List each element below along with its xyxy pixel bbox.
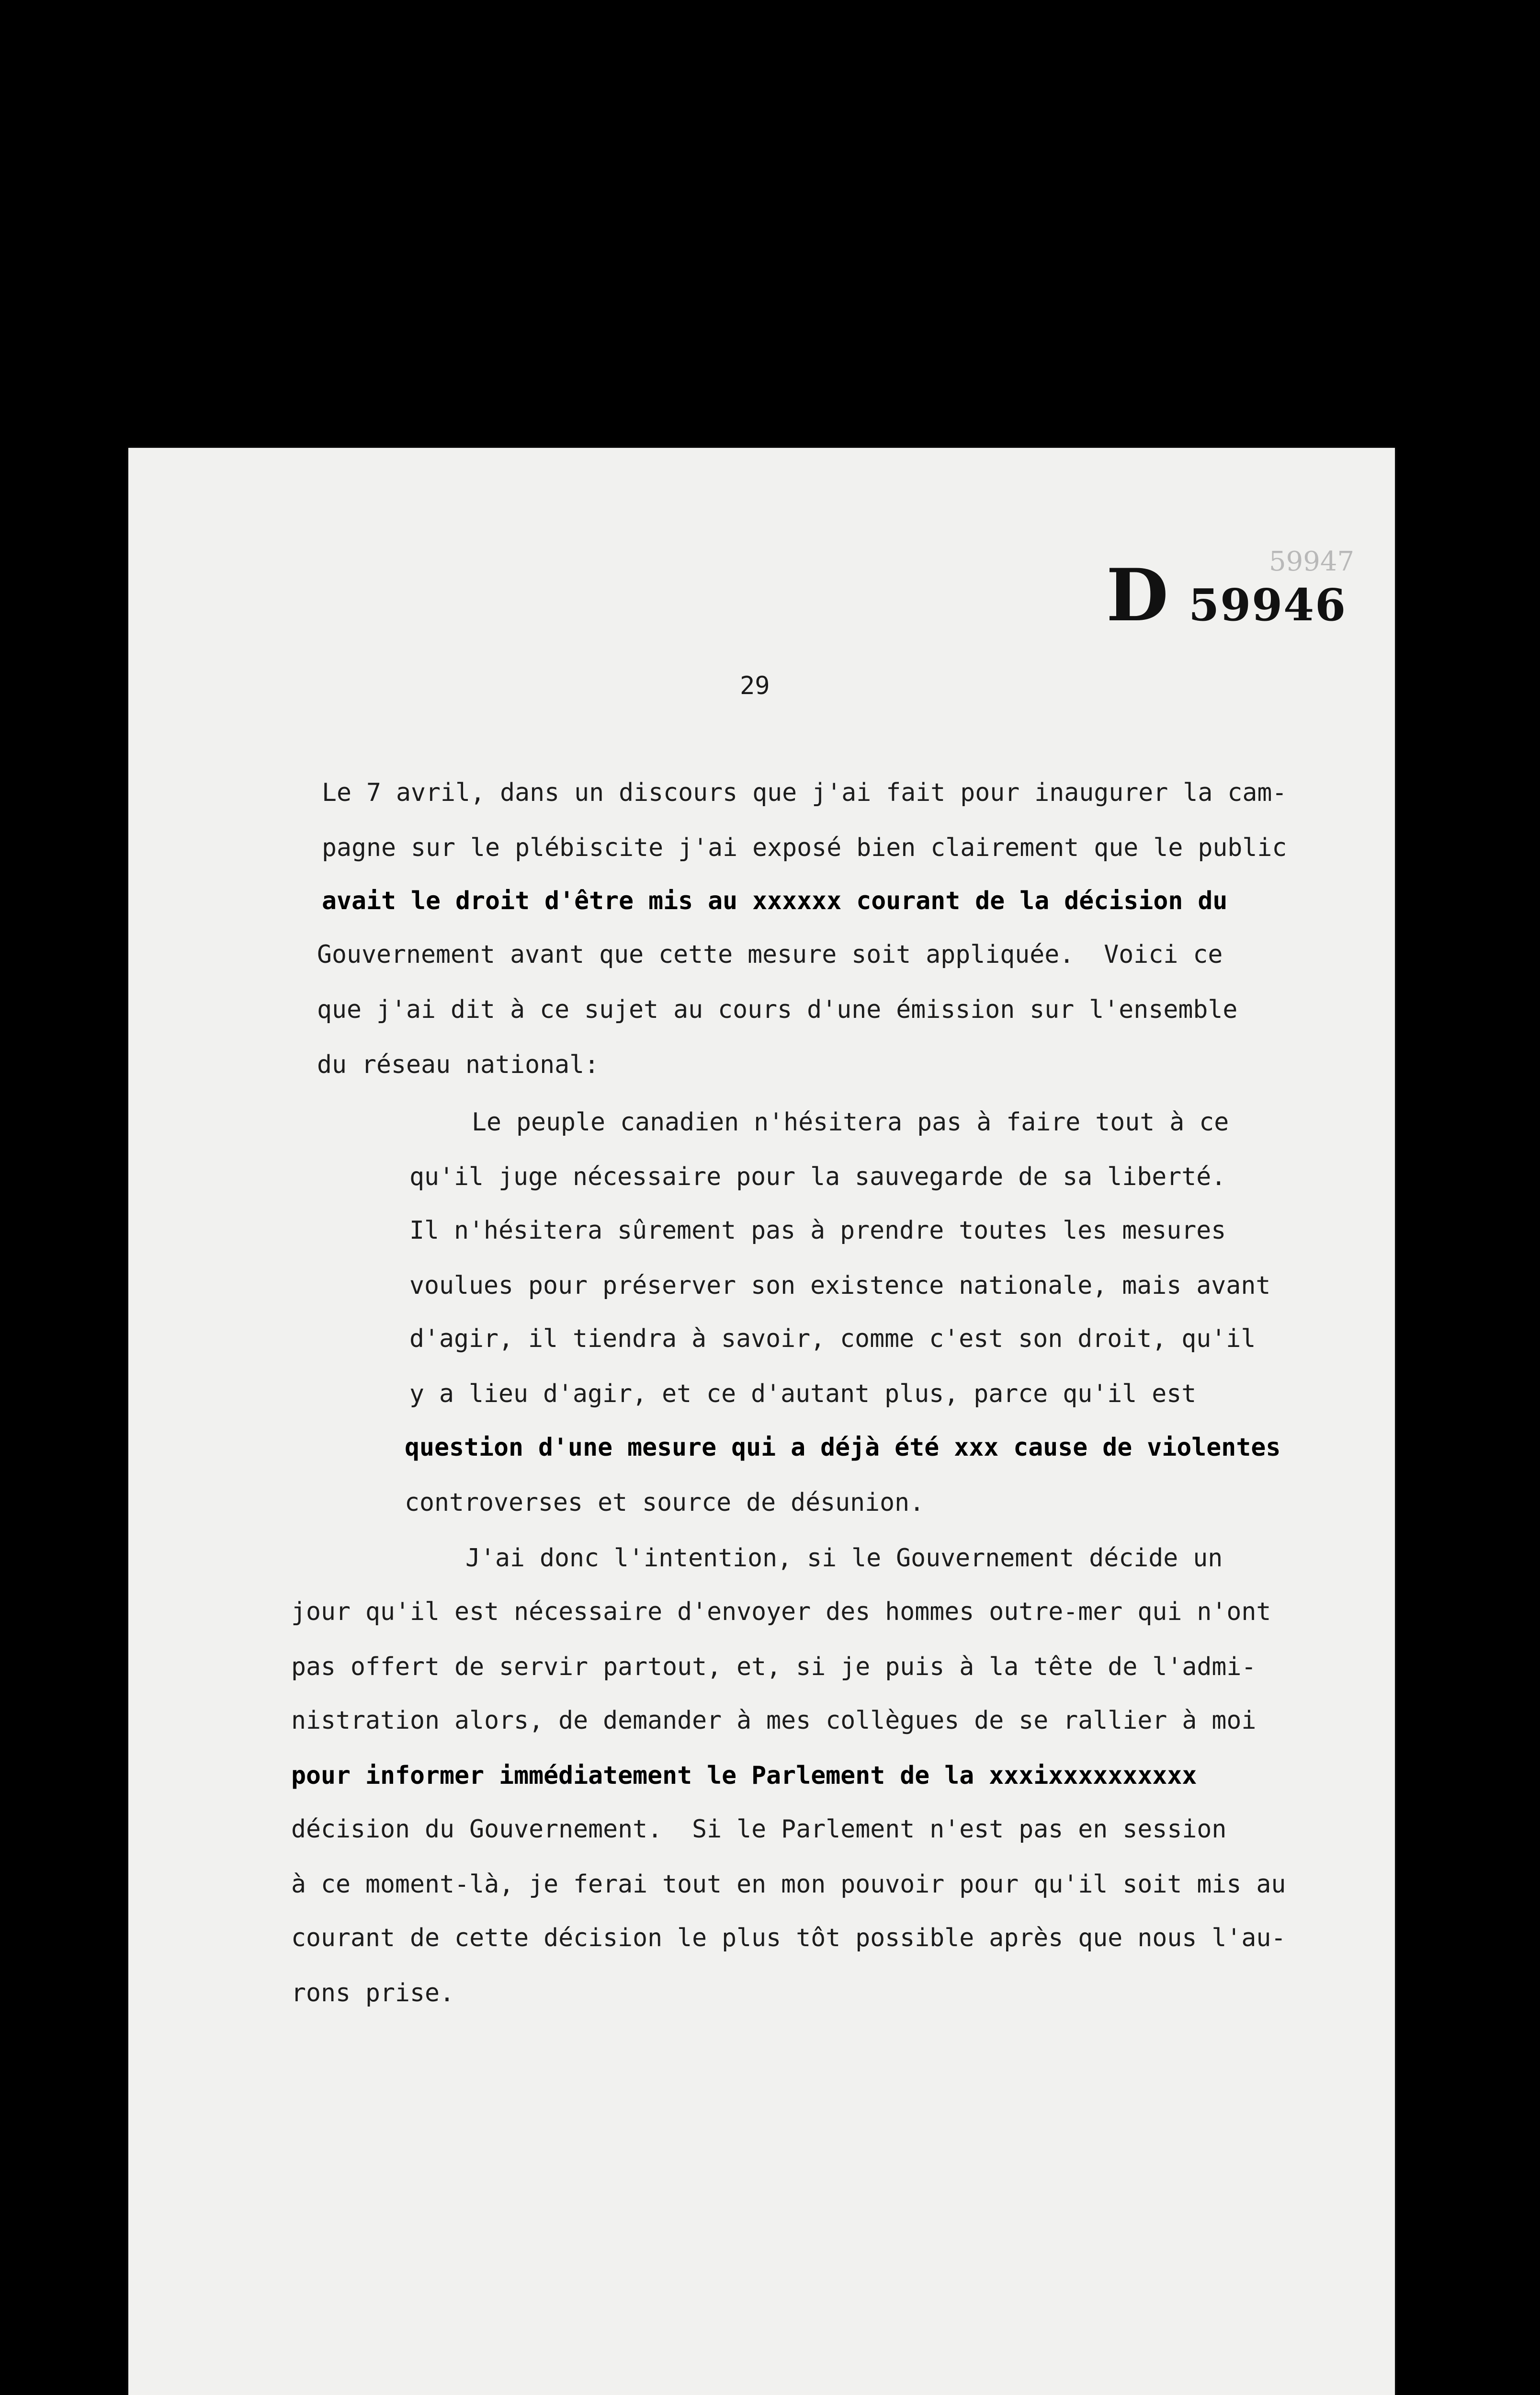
quote-line: y a lieu d'agir, et ce d'autant plus, parce qu'il est [409, 1380, 1197, 1408]
paragraph2-line: pour informer immédiatement le Parlement de la xxxixxxxxxxxxx [291, 1761, 1197, 1790]
paragraph1-line: pagne sur le plébiscite j'ai exposé bien clairement que le public [322, 833, 1287, 862]
quote-line: d'agir, il tiendra à savoir, comme c'est son droit, qu'il [409, 1324, 1256, 1353]
paragraph2-line: nistration alors, de demander à mes collègues de se rallier à moi [291, 1706, 1257, 1735]
faint-archive-number: 59947 [1269, 546, 1355, 577]
archive-stamp [1106, 553, 1347, 638]
paragraph1-line: avait le droit d'être mis au xxxxxx courant de la décision du [322, 887, 1228, 915]
paragraph2-line: jour qu'il est nécessaire d'envoyer des hommes outre-mer qui n'ont [291, 1597, 1271, 1626]
quote-line: voulues pour préserver son existence nationale, mais avant [409, 1271, 1271, 1300]
quote-line: Le peuple canadien n'hésitera pas à faire tout à ce [472, 1108, 1229, 1137]
document-page [128, 448, 1395, 2395]
paragraph1-line: que j'ai dit à ce sujet au cours d'une émission sur l'ensemble [317, 995, 1238, 1024]
quote-line: question d'une mesure qui a déjà été xxx cause de violentes [405, 1433, 1281, 1462]
page-number: 29 [740, 672, 770, 700]
stamp-number: 59946 [1189, 579, 1347, 631]
quote-line: controverses et source de désunion. [405, 1488, 925, 1517]
paragraph2-line: rons prise. [291, 1979, 455, 2007]
quote-line: Il n'hésitera sûrement pas à prendre toutes les mesures [409, 1216, 1226, 1245]
paragraph2-line: à ce moment-là, je ferai tout en mon pouvoir pour qu'il soit mis au [291, 1870, 1286, 1899]
paragraph2-line: décision du Gouvernement. Si le Parlement n'est pas en session [291, 1815, 1227, 1844]
paragraph2-line: pas offert de servir partout, et, si je puis à la tête de l'admi- [291, 1653, 1257, 1681]
paragraph1-line: Gouvernement avant que cette mesure soit appliquée. Voici ce [317, 940, 1223, 969]
paragraph2-line: J'ai donc l'intention, si le Gouvernement décide un [465, 1544, 1223, 1573]
quote-line: qu'il juge nécessaire pour la sauvegarde de sa liberté. [409, 1163, 1226, 1191]
paragraph2-line: courant de cette décision le plus tôt possible après que nous l'au- [291, 1924, 1286, 1952]
stamp-letter: D [1106, 553, 1169, 638]
paragraph1-line: du réseau national: [317, 1050, 600, 1079]
paragraph1-line: Le 7 avril, dans un discours que j'ai fait pour inaugurer la cam- [322, 778, 1287, 807]
